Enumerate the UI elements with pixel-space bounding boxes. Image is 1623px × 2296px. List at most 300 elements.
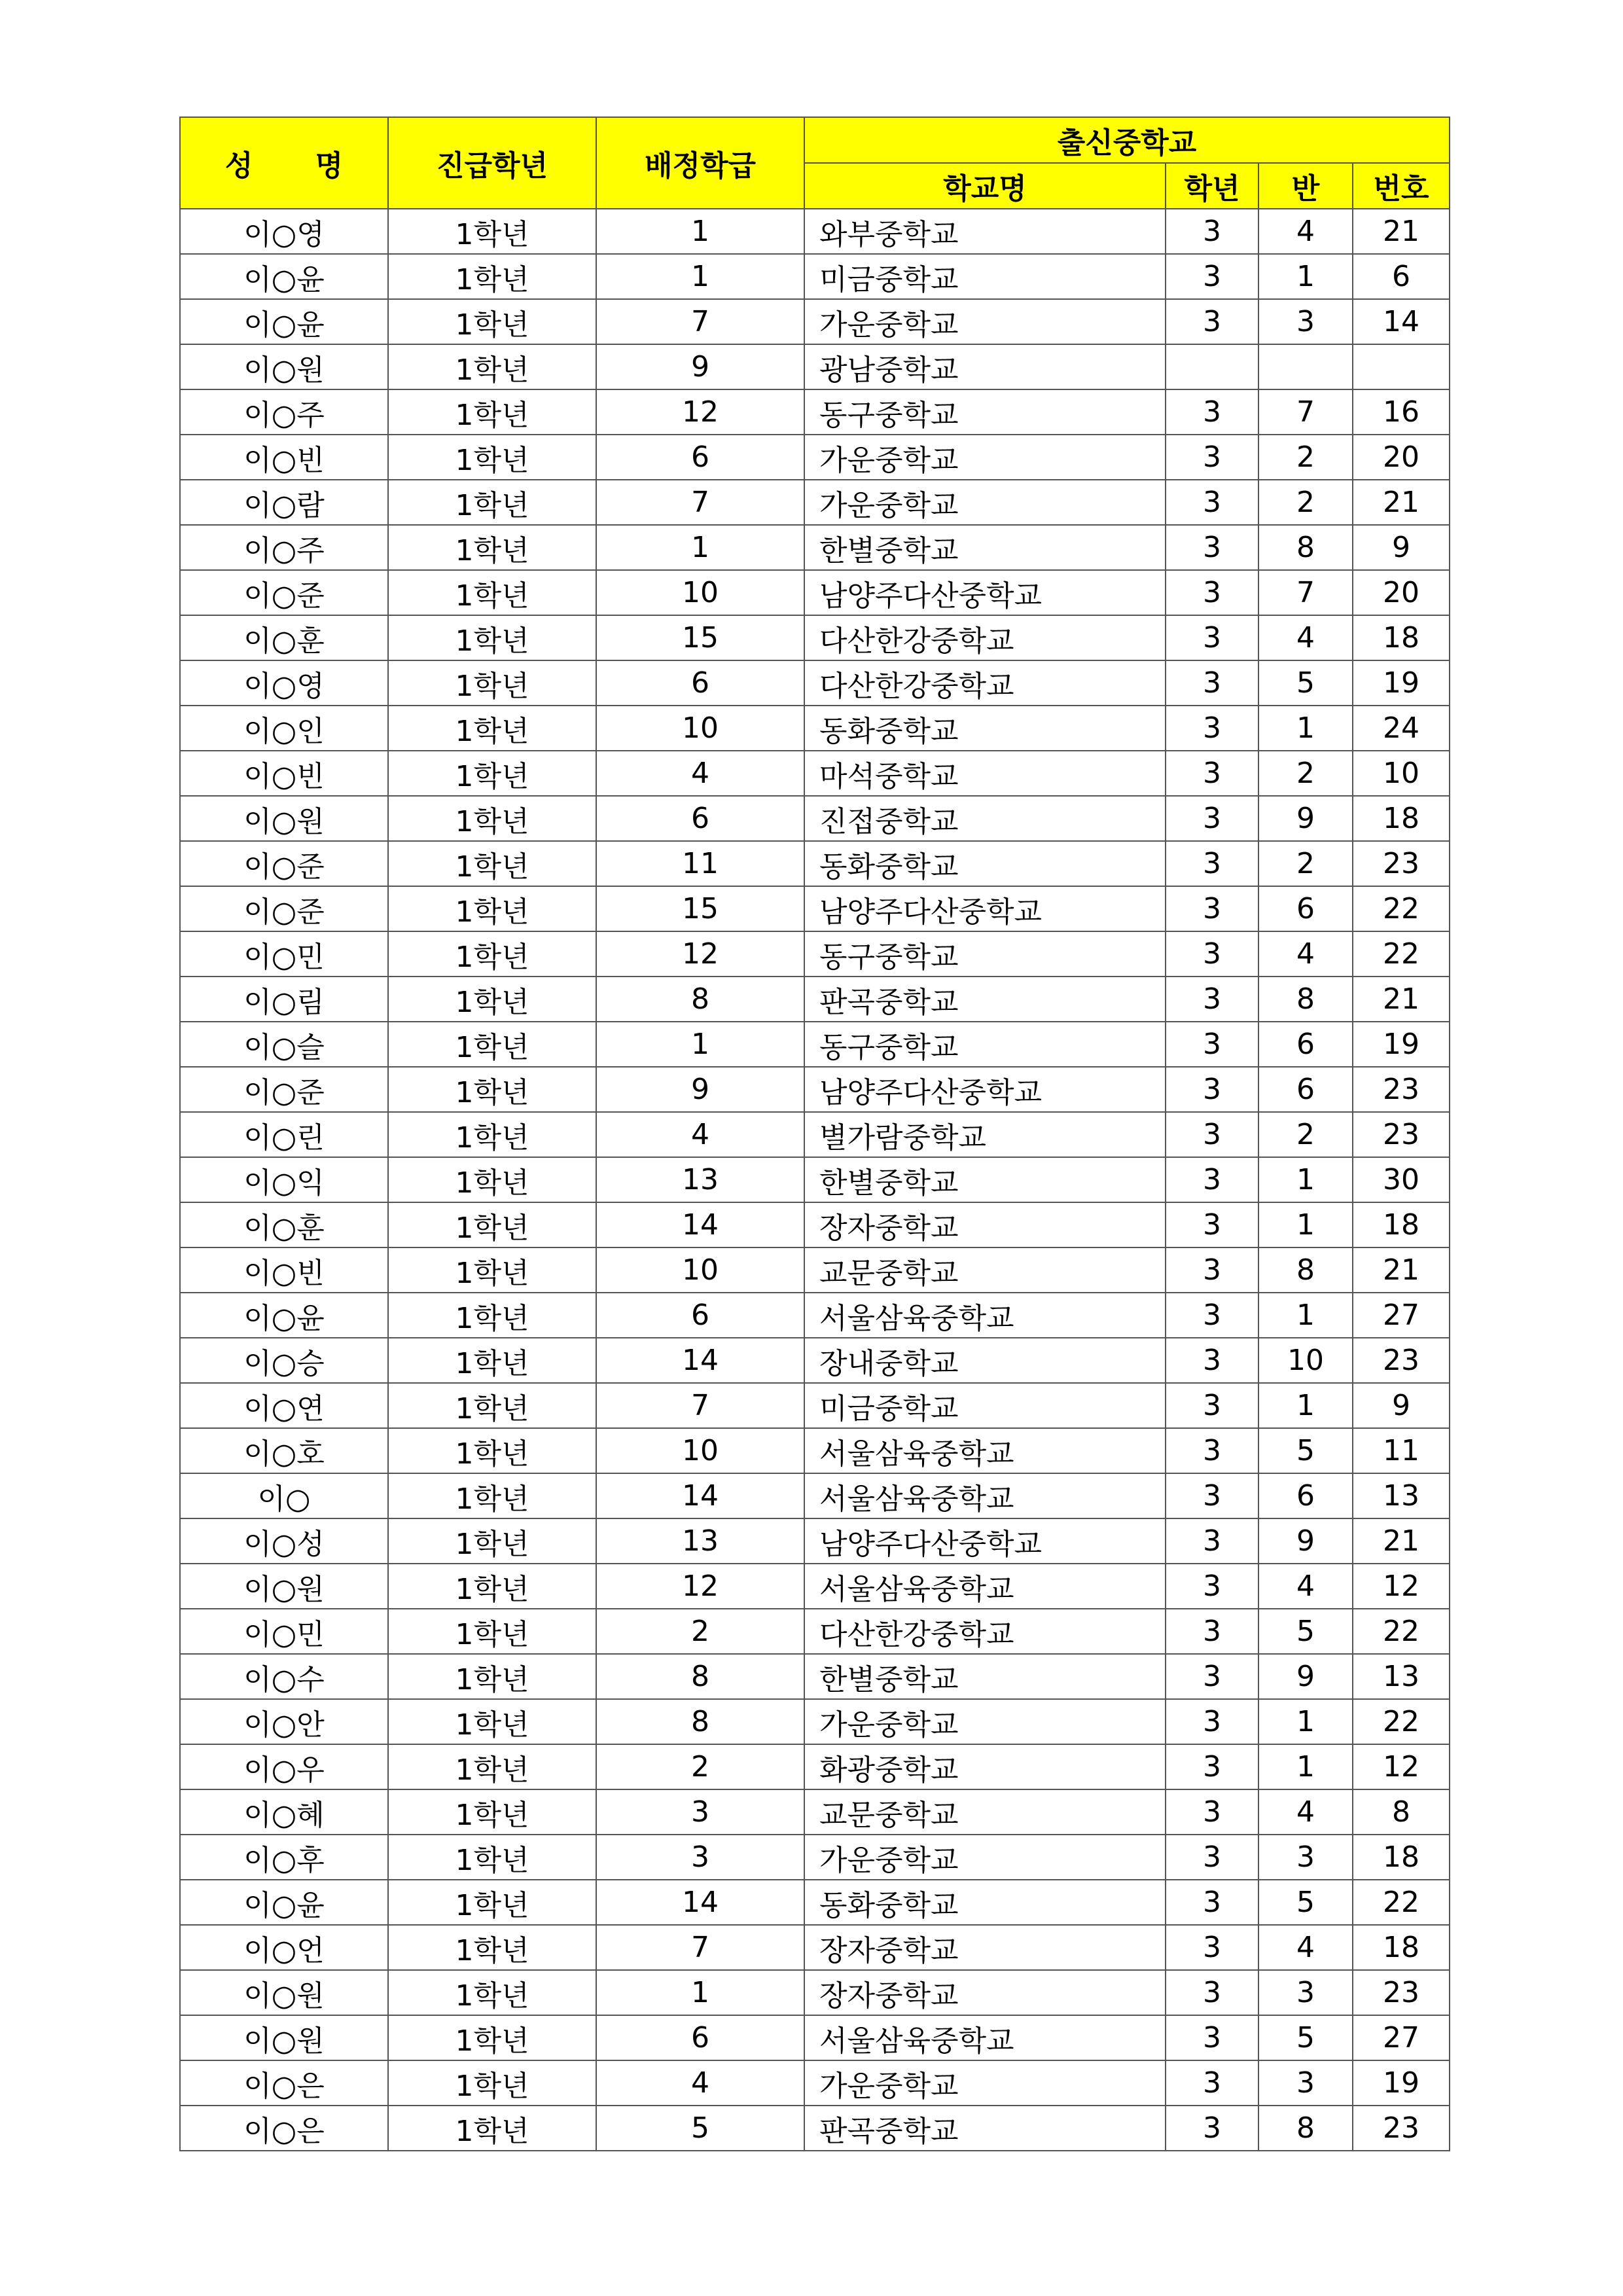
origin-ban-cell: 3 (1258, 299, 1353, 344)
table-row (180, 841, 1450, 886)
origin-year-cell: 3 (1166, 615, 1258, 660)
school-name-cell: 남양주다산중학교 (804, 1518, 1166, 1564)
origin-number-cell: 21 (1353, 977, 1450, 1022)
origin-ban-cell: 1 (1258, 1744, 1353, 1789)
student-name-cell: 이○빈 (180, 1247, 388, 1293)
assigned-class-cell: 11 (596, 841, 804, 886)
promoted-grade-cell: 1학년 (388, 2060, 596, 2106)
student-name-cell: 이○린 (180, 1112, 388, 1157)
origin-number-cell: 12 (1353, 1564, 1450, 1609)
assigned-class-cell: 1 (596, 1970, 804, 2015)
origin-ban-cell: 6 (1258, 1473, 1353, 1518)
school-name-cell: 화광중학교 (804, 1744, 1166, 1789)
student-name-cell: 이○림 (180, 977, 388, 1022)
origin-year-cell: 3 (1166, 435, 1258, 480)
table-row (180, 1022, 1450, 1067)
assigned-class-cell: 10 (596, 706, 804, 751)
promoted-grade-cell: 1학년 (388, 1473, 596, 1518)
origin-ban-cell: 7 (1258, 570, 1353, 615)
origin-number-cell: 18 (1353, 796, 1450, 841)
promoted-grade-cell: 1학년 (388, 2015, 596, 2060)
assigned-class-cell: 1 (596, 209, 804, 254)
school-name-cell: 가운중학교 (804, 480, 1166, 525)
header-assigned-class: 배정학급 (596, 117, 804, 209)
assigned-class-cell: 8 (596, 1699, 804, 1744)
promoted-grade-cell: 1학년 (388, 1835, 596, 1880)
origin-year-cell: 3 (1166, 1338, 1258, 1383)
origin-year-cell: 3 (1166, 570, 1258, 615)
table-row (180, 1247, 1450, 1293)
origin-number-cell: 18 (1353, 1835, 1450, 1880)
assigned-class-cell: 7 (596, 480, 804, 525)
school-name-cell: 장자중학교 (804, 1925, 1166, 1970)
promoted-grade-cell: 1학년 (388, 209, 596, 254)
origin-ban-cell: 9 (1258, 1654, 1353, 1699)
assigned-class-cell: 12 (596, 389, 804, 435)
student-name-cell: 이○연 (180, 1383, 388, 1428)
student-name-cell: 이○호 (180, 1428, 388, 1473)
origin-year-cell: 3 (1166, 1157, 1258, 1202)
promoted-grade-cell: 1학년 (388, 1383, 596, 1428)
origin-number-cell: 22 (1353, 1609, 1450, 1654)
origin-ban-cell: 1 (1258, 1157, 1353, 1202)
table-row (180, 299, 1450, 344)
origin-ban-cell: 1 (1258, 254, 1353, 299)
origin-number-cell: 24 (1353, 706, 1450, 751)
origin-number-cell: 23 (1353, 2106, 1450, 2151)
school-name-cell: 가운중학교 (804, 2060, 1166, 2106)
table-row (180, 254, 1450, 299)
origin-number-cell: 23 (1353, 1970, 1450, 2015)
table-row (180, 2106, 1450, 2151)
table-row (180, 344, 1450, 389)
student-name-cell: 이○영 (180, 209, 388, 254)
assigned-class-cell: 6 (596, 435, 804, 480)
origin-ban-cell: 8 (1258, 2106, 1353, 2151)
assigned-class-cell: 3 (596, 1835, 804, 1880)
origin-number-cell: 8 (1353, 1789, 1450, 1835)
origin-ban-cell: 9 (1258, 1518, 1353, 1564)
origin-ban-cell: 9 (1258, 796, 1353, 841)
origin-number-cell: 19 (1353, 1022, 1450, 1067)
school-name-cell: 판곡중학교 (804, 2106, 1166, 2151)
student-name-cell: 이○원 (180, 2015, 388, 2060)
student-name-cell: 이○준 (180, 841, 388, 886)
origin-year-cell: 3 (1166, 389, 1258, 435)
origin-year-cell: 3 (1166, 1654, 1258, 1699)
assigned-class-cell: 7 (596, 299, 804, 344)
assigned-class-cell: 12 (596, 931, 804, 977)
assigned-class-cell: 10 (596, 1428, 804, 1473)
origin-year-cell: 3 (1166, 1428, 1258, 1473)
origin-ban-cell: 1 (1258, 1699, 1353, 1744)
promoted-grade-cell: 1학년 (388, 1112, 596, 1157)
school-name-cell: 남양주다산중학교 (804, 886, 1166, 931)
header-ban: 반 (1258, 163, 1353, 209)
student-name-cell: 이○후 (180, 1835, 388, 1880)
origin-ban-cell: 2 (1258, 751, 1353, 796)
origin-number-cell: 21 (1353, 209, 1450, 254)
student-name-cell: 이○준 (180, 1067, 388, 1112)
promoted-grade-cell: 1학년 (388, 1789, 596, 1835)
school-name-cell: 다산한강중학교 (804, 1609, 1166, 1654)
school-name-cell: 서울삼육중학교 (804, 1473, 1166, 1518)
assigned-class-cell: 9 (596, 344, 804, 389)
table-row (180, 1654, 1450, 1699)
student-name-cell: 이○언 (180, 1925, 388, 1970)
table-row (180, 389, 1450, 435)
table-row (180, 1202, 1450, 1247)
origin-number-cell: 22 (1353, 1880, 1450, 1925)
promoted-grade-cell: 1학년 (388, 1247, 596, 1293)
origin-ban-cell: 4 (1258, 1789, 1353, 1835)
origin-year-cell: 3 (1166, 1744, 1258, 1789)
table-row (180, 1428, 1450, 1473)
origin-number-cell: 23 (1353, 841, 1450, 886)
origin-ban-cell: 2 (1258, 435, 1353, 480)
promoted-grade-cell: 1학년 (388, 254, 596, 299)
origin-year-cell: 3 (1166, 299, 1258, 344)
origin-number-cell: 22 (1353, 1699, 1450, 1744)
origin-ban-cell: 5 (1258, 1609, 1353, 1654)
school-name-cell: 진접중학교 (804, 796, 1166, 841)
assigned-class-cell: 6 (596, 660, 804, 706)
table-row (180, 1338, 1450, 1383)
school-name-cell: 장내중학교 (804, 1338, 1166, 1383)
origin-number-cell: 21 (1353, 1518, 1450, 1564)
origin-year-cell: 3 (1166, 841, 1258, 886)
promoted-grade-cell: 1학년 (388, 480, 596, 525)
promoted-grade-cell: 1학년 (388, 1564, 596, 1609)
table-row (180, 2015, 1450, 2060)
school-name-cell: 남양주다산중학교 (804, 1067, 1166, 1112)
promoted-grade-cell: 1학년 (388, 706, 596, 751)
origin-ban-cell: 6 (1258, 1022, 1353, 1067)
promoted-grade-cell: 1학년 (388, 1925, 596, 1970)
origin-ban-cell: 5 (1258, 2015, 1353, 2060)
school-name-cell: 서울삼육중학교 (804, 1564, 1166, 1609)
origin-ban-cell: 2 (1258, 841, 1353, 886)
promoted-grade-cell: 1학년 (388, 1654, 596, 1699)
table-row (180, 480, 1450, 525)
origin-ban-cell: 5 (1258, 660, 1353, 706)
origin-ban-cell: 6 (1258, 886, 1353, 931)
origin-year-cell: 3 (1166, 525, 1258, 570)
origin-year-cell: 3 (1166, 1383, 1258, 1428)
promoted-grade-cell: 1학년 (388, 435, 596, 480)
table-row (180, 1970, 1450, 2015)
header-promoted-grade: 진급학년 (388, 117, 596, 209)
table-row (180, 1564, 1450, 1609)
school-name-cell: 판곡중학교 (804, 977, 1166, 1022)
table-row (180, 931, 1450, 977)
origin-year-cell: 3 (1166, 660, 1258, 706)
origin-year-cell: 3 (1166, 2106, 1258, 2151)
origin-ban-cell: 1 (1258, 1293, 1353, 1338)
origin-ban-cell: 10 (1258, 1338, 1353, 1383)
origin-number-cell: 21 (1353, 480, 1450, 525)
student-name-cell: 이○훈 (180, 615, 388, 660)
school-name-cell: 가운중학교 (804, 1699, 1166, 1744)
student-name-cell: 이○민 (180, 931, 388, 977)
origin-number-cell: 27 (1353, 1293, 1450, 1338)
promoted-grade-cell: 1학년 (388, 977, 596, 1022)
student-name-cell: 이○훈 (180, 1202, 388, 1247)
promoted-grade-cell: 1학년 (388, 389, 596, 435)
table-row (180, 209, 1450, 254)
assigned-class-cell: 1 (596, 254, 804, 299)
origin-number-cell: 23 (1353, 1338, 1450, 1383)
origin-year-cell: 3 (1166, 886, 1258, 931)
origin-number-cell: 12 (1353, 1744, 1450, 1789)
school-name-cell: 교문중학교 (804, 1247, 1166, 1293)
table-row (180, 1067, 1450, 1112)
student-name-cell: 이○준 (180, 886, 388, 931)
origin-year-cell: 3 (1166, 1293, 1258, 1338)
promoted-grade-cell: 1학년 (388, 1699, 596, 1744)
origin-year-cell: 3 (1166, 1564, 1258, 1609)
school-name-cell: 미금중학교 (804, 254, 1166, 299)
promoted-grade-cell: 1학년 (388, 525, 596, 570)
promoted-grade-cell: 1학년 (388, 1293, 596, 1338)
origin-year-cell: 3 (1166, 209, 1258, 254)
assigned-class-cell: 10 (596, 570, 804, 615)
origin-number-cell: 11 (1353, 1428, 1450, 1473)
origin-ban-cell: 3 (1258, 1970, 1353, 2015)
header-origin-middle-school: 출신중학교 (804, 117, 1450, 163)
school-name-cell: 와부중학교 (804, 209, 1166, 254)
origin-year-cell: 3 (1166, 1473, 1258, 1518)
origin-ban-cell: 8 (1258, 977, 1353, 1022)
origin-ban-cell: 4 (1258, 1564, 1353, 1609)
origin-year-cell: 3 (1166, 1835, 1258, 1880)
student-name-cell: 이○슬 (180, 1022, 388, 1067)
origin-ban-cell: 8 (1258, 525, 1353, 570)
table-row (180, 660, 1450, 706)
origin-year-cell: 3 (1166, 1202, 1258, 1247)
table-row (180, 525, 1450, 570)
origin-year-cell: 3 (1166, 977, 1258, 1022)
assigned-class-cell: 4 (596, 751, 804, 796)
origin-number-cell: 30 (1353, 1157, 1450, 1202)
origin-year-cell: 3 (1166, 706, 1258, 751)
assigned-class-cell: 14 (596, 1338, 804, 1383)
origin-number-cell: 18 (1353, 1202, 1450, 1247)
origin-number-cell: 18 (1353, 1925, 1450, 1970)
header-name: 성 명 (180, 117, 388, 209)
origin-ban-cell (1258, 344, 1353, 389)
origin-year-cell: 3 (1166, 2060, 1258, 2106)
assigned-class-cell: 6 (596, 2015, 804, 2060)
origin-number-cell: 23 (1353, 1067, 1450, 1112)
origin-year-cell: 3 (1166, 1247, 1258, 1293)
student-name-cell: 이○준 (180, 570, 388, 615)
table-row (180, 1518, 1450, 1564)
origin-year-cell: 3 (1166, 751, 1258, 796)
origin-ban-cell: 1 (1258, 706, 1353, 751)
origin-year-cell (1166, 344, 1258, 389)
promoted-grade-cell: 1학년 (388, 1202, 596, 1247)
student-name-cell: 이○익 (180, 1157, 388, 1202)
assigned-class-cell: 3 (596, 1789, 804, 1835)
promoted-grade-cell: 1학년 (388, 1970, 596, 2015)
assigned-class-cell: 13 (596, 1518, 804, 1564)
promoted-grade-cell: 1학년 (388, 1609, 596, 1654)
origin-year-cell: 3 (1166, 796, 1258, 841)
school-name-cell: 동화중학교 (804, 706, 1166, 751)
school-name-cell: 서울삼육중학교 (804, 1428, 1166, 1473)
origin-number-cell: 13 (1353, 1654, 1450, 1699)
table-row (180, 435, 1450, 480)
student-name-cell: 이○람 (180, 480, 388, 525)
assigned-class-cell: 10 (596, 1247, 804, 1293)
origin-ban-cell: 4 (1258, 209, 1353, 254)
origin-ban-cell: 4 (1258, 931, 1353, 977)
origin-year-cell: 3 (1166, 1112, 1258, 1157)
origin-year-cell: 3 (1166, 1925, 1258, 1970)
school-name-cell: 장자중학교 (804, 1202, 1166, 1247)
promoted-grade-cell: 1학년 (388, 1880, 596, 1925)
student-name-cell: 이○원 (180, 1970, 388, 2015)
student-name-cell: 이○영 (180, 660, 388, 706)
promoted-grade-cell: 1학년 (388, 1157, 596, 1202)
student-name-cell: 이○주 (180, 389, 388, 435)
assigned-class-cell: 1 (596, 1022, 804, 1067)
origin-number-cell: 22 (1353, 886, 1450, 931)
table-row (180, 1925, 1450, 1970)
origin-number-cell: 19 (1353, 2060, 1450, 2106)
table-row (180, 1744, 1450, 1789)
assigned-class-cell: 14 (596, 1880, 804, 1925)
student-name-cell: 이○빈 (180, 751, 388, 796)
assigned-class-cell: 13 (596, 1157, 804, 1202)
assigned-class-cell: 7 (596, 1925, 804, 1970)
origin-number-cell: 18 (1353, 615, 1450, 660)
header-school-name: 학교명 (804, 163, 1166, 209)
table-row (180, 886, 1450, 931)
student-name-cell: 이○빈 (180, 435, 388, 480)
student-assignment-table (179, 117, 1450, 2151)
school-name-cell: 광남중학교 (804, 344, 1166, 389)
origin-year-cell: 3 (1166, 1609, 1258, 1654)
origin-ban-cell: 7 (1258, 389, 1353, 435)
table-row (180, 2060, 1450, 2106)
promoted-grade-cell: 1학년 (388, 615, 596, 660)
table-row (180, 1789, 1450, 1835)
school-name-cell: 마석중학교 (804, 751, 1166, 796)
assigned-class-cell: 6 (596, 796, 804, 841)
origin-ban-cell: 1 (1258, 1202, 1353, 1247)
school-name-cell: 가운중학교 (804, 299, 1166, 344)
assigned-class-cell: 8 (596, 977, 804, 1022)
table-row (180, 751, 1450, 796)
table-row (180, 1157, 1450, 1202)
assigned-class-cell: 15 (596, 615, 804, 660)
promoted-grade-cell: 1학년 (388, 299, 596, 344)
origin-number-cell: 10 (1353, 751, 1450, 796)
origin-number-cell: 27 (1353, 2015, 1450, 2060)
school-name-cell: 다산한강중학교 (804, 615, 1166, 660)
origin-number-cell: 23 (1353, 1112, 1450, 1157)
school-name-cell: 동구중학교 (804, 389, 1166, 435)
promoted-grade-cell: 1학년 (388, 1428, 596, 1473)
table-row (180, 1699, 1450, 1744)
table-row (180, 1112, 1450, 1157)
assigned-class-cell: 9 (596, 1067, 804, 1112)
student-name-cell: 이○윤 (180, 254, 388, 299)
origin-ban-cell: 8 (1258, 1247, 1353, 1293)
school-name-cell: 남양주다산중학교 (804, 570, 1166, 615)
promoted-grade-cell: 1학년 (388, 841, 596, 886)
student-name-cell: 이○승 (180, 1338, 388, 1383)
school-name-cell: 가운중학교 (804, 1835, 1166, 1880)
assigned-class-cell: 2 (596, 1744, 804, 1789)
table-row (180, 570, 1450, 615)
assigned-class-cell: 1 (596, 525, 804, 570)
assigned-class-cell: 8 (596, 1654, 804, 1699)
table-row (180, 1473, 1450, 1518)
assigned-class-cell: 15 (596, 886, 804, 931)
origin-year-cell: 3 (1166, 1518, 1258, 1564)
assigned-class-cell: 12 (596, 1564, 804, 1609)
origin-number-cell: 20 (1353, 435, 1450, 480)
student-name-cell: 이○주 (180, 525, 388, 570)
promoted-grade-cell: 1학년 (388, 751, 596, 796)
student-name-cell: 이○원 (180, 796, 388, 841)
table-row (180, 1383, 1450, 1428)
assigned-class-cell: 5 (596, 2106, 804, 2151)
promoted-grade-cell: 1학년 (388, 570, 596, 615)
assigned-class-cell: 2 (596, 1609, 804, 1654)
student-name-cell: 이○은 (180, 2060, 388, 2106)
table-body (180, 209, 1450, 2151)
table-row (180, 1835, 1450, 1880)
origin-year-cell: 3 (1166, 480, 1258, 525)
origin-year-cell: 3 (1166, 1880, 1258, 1925)
student-name-cell: 이○ (180, 1473, 388, 1518)
student-name-cell: 이○우 (180, 1744, 388, 1789)
origin-number-cell: 22 (1353, 931, 1450, 977)
promoted-grade-cell: 1학년 (388, 1744, 596, 1789)
origin-ban-cell: 1 (1258, 1383, 1353, 1428)
origin-ban-cell: 5 (1258, 1880, 1353, 1925)
table-row (180, 1293, 1450, 1338)
origin-number-cell: 9 (1353, 1383, 1450, 1428)
school-name-cell: 동화중학교 (804, 841, 1166, 886)
origin-number-cell: 19 (1353, 660, 1450, 706)
origin-year-cell: 3 (1166, 1022, 1258, 1067)
table-row (180, 1880, 1450, 1925)
header-number: 번호 (1353, 163, 1450, 209)
school-name-cell: 동구중학교 (804, 931, 1166, 977)
promoted-grade-cell: 1학년 (388, 886, 596, 931)
table-row (180, 615, 1450, 660)
origin-number-cell: 9 (1353, 525, 1450, 570)
assigned-class-cell: 7 (596, 1383, 804, 1428)
origin-ban-cell: 4 (1258, 615, 1353, 660)
origin-number-cell: 13 (1353, 1473, 1450, 1518)
student-name-cell: 이○수 (180, 1654, 388, 1699)
school-name-cell: 다산한강중학교 (804, 660, 1166, 706)
origin-ban-cell: 4 (1258, 1925, 1353, 1970)
promoted-grade-cell: 1학년 (388, 344, 596, 389)
school-name-cell: 동화중학교 (804, 1880, 1166, 1925)
origin-ban-cell: 6 (1258, 1067, 1353, 1112)
assigned-class-cell: 14 (596, 1202, 804, 1247)
origin-year-cell: 3 (1166, 1970, 1258, 2015)
table-row (180, 796, 1450, 841)
origin-year-cell: 3 (1166, 2015, 1258, 2060)
